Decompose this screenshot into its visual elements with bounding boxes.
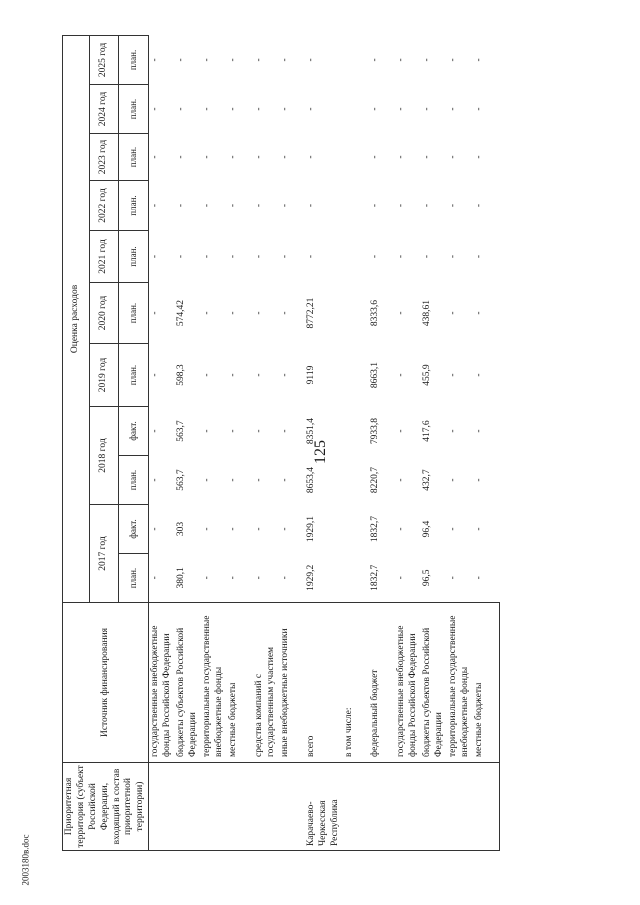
value-cell: 96,4	[421, 520, 432, 538]
value-cell: -	[369, 107, 380, 111]
value-cell: -	[306, 107, 317, 111]
value-cell: -	[369, 254, 380, 259]
source-cell: бюджеты субъектов Российской Федерации	[175, 603, 201, 763]
value-cell: -	[395, 373, 406, 377]
value-cell: 303	[176, 521, 187, 537]
source-cell: государственные внебюджетные фонды Российской Федерации	[149, 603, 176, 763]
value-cell: -	[395, 107, 406, 111]
header-plan: план.	[118, 181, 148, 231]
value-cell: 8220,7	[369, 466, 380, 494]
header-estimate: Оценка расходов	[63, 35, 90, 602]
value-cell: -	[306, 155, 317, 159]
value-cell: 8653,4	[306, 466, 317, 494]
source-cell: территориальные государственные внебюджетные фонды	[447, 603, 473, 763]
value-cell: 8772,21	[306, 297, 317, 329]
header-year-2022: 2022 год	[90, 181, 119, 231]
value-cell: -	[280, 373, 291, 377]
table-row	[175, 35, 201, 850]
value-cell: -	[202, 311, 213, 315]
value-cell: -	[306, 203, 317, 208]
territory-cell	[253, 763, 279, 851]
value-cell	[343, 85, 369, 134]
value-cell: -	[280, 107, 291, 111]
value-cell: 8351,4	[306, 417, 317, 445]
value-cell: -	[473, 203, 484, 208]
value-cell: -	[395, 429, 406, 433]
table-row	[305, 35, 343, 850]
source-cell: местные бюджеты	[227, 603, 253, 763]
expenditure-table	[62, 35, 500, 851]
header-year-2023: 2023 год	[90, 134, 119, 181]
value-cell: -	[369, 58, 380, 62]
value-cell: -	[176, 58, 187, 62]
value-cell: -	[280, 527, 291, 531]
value-cell: -	[421, 58, 432, 62]
value-cell: -	[150, 478, 161, 482]
value-cell: -	[473, 373, 484, 377]
value-cell	[343, 456, 369, 505]
value-cell: 417,6	[421, 420, 432, 442]
value-cell: -	[369, 203, 380, 208]
value-cell: 432,7	[421, 469, 432, 491]
value-cell: -	[280, 576, 291, 580]
header-year-2020: 2020 год	[90, 283, 119, 344]
value-cell: -	[473, 254, 484, 259]
value-cell: -	[280, 311, 291, 315]
value-cell: -	[228, 527, 239, 531]
value-cell: 598,3	[176, 364, 187, 386]
value-cell: -	[395, 58, 406, 62]
header-plan: план.	[118, 456, 148, 505]
value-cell: -	[395, 203, 406, 208]
value-cell: -	[150, 311, 161, 315]
value-cell: -	[254, 527, 265, 531]
value-cell: -	[228, 254, 239, 259]
value-cell: 96,5	[421, 569, 432, 587]
territory-cell	[279, 763, 305, 851]
value-cell: -	[395, 311, 406, 315]
value-cell: -	[254, 576, 265, 580]
value-cell: -	[150, 527, 161, 531]
value-cell: -	[280, 58, 291, 62]
table-row	[227, 35, 253, 850]
table-row	[279, 35, 305, 850]
page-number: 125	[312, 440, 329, 464]
territory-cell	[369, 763, 395, 851]
value-cell: 8333,6	[369, 299, 380, 327]
territory-cell	[201, 763, 227, 851]
source-cell: местные бюджеты	[473, 603, 500, 763]
value-cell	[343, 283, 369, 344]
header-year-2021: 2021 год	[90, 231, 119, 283]
territory-cell	[227, 763, 253, 851]
value-cell: -	[395, 527, 406, 531]
value-cell: -	[176, 107, 187, 111]
source-cell: государственные внебюджетные фонды Российской Федерации	[395, 603, 421, 763]
header-fact: факт.	[118, 407, 148, 456]
territory-cell	[175, 763, 201, 851]
value-cell: 380,1	[176, 567, 187, 589]
value-cell: -	[280, 254, 291, 259]
value-cell: -	[202, 373, 213, 377]
header-plan: план.	[118, 85, 148, 134]
value-cell: -	[202, 478, 213, 482]
table-body	[149, 35, 500, 850]
value-cell: -	[447, 576, 458, 580]
value-cell: 563,7	[176, 469, 187, 491]
value-cell	[343, 407, 369, 456]
value-cell: -	[254, 429, 265, 433]
value-cell: -	[228, 373, 239, 377]
value-cell: -	[421, 254, 432, 259]
value-cell: -	[447, 429, 458, 433]
value-cell: -	[254, 311, 265, 315]
value-cell	[343, 505, 369, 554]
value-cell: -	[228, 429, 239, 433]
header-year-2018: 2018 год	[90, 407, 119, 505]
header-source: Источник финансирования	[63, 603, 149, 763]
value-cell: -	[447, 254, 458, 259]
value-cell: -	[176, 155, 187, 159]
source-cell: всего	[305, 603, 343, 763]
value-cell: 9119	[306, 365, 317, 385]
value-cell: -	[202, 527, 213, 531]
table-row	[149, 35, 176, 850]
table-row	[253, 35, 279, 850]
value-cell: -	[202, 254, 213, 259]
header-year-2019: 2019 год	[90, 344, 119, 407]
territory-cell	[395, 763, 421, 851]
value-cell: -	[369, 155, 380, 159]
header-year-2025: 2025 год	[90, 35, 119, 84]
value-cell: -	[447, 107, 458, 111]
territory-cell	[343, 763, 369, 851]
value-cell: -	[150, 254, 161, 259]
value-cell: -	[254, 373, 265, 377]
value-cell: 8663,1	[369, 361, 380, 389]
value-cell: -	[202, 203, 213, 208]
table-row	[473, 35, 500, 850]
value-cell: -	[176, 203, 187, 208]
value-cell: -	[395, 576, 406, 580]
value-cell: -	[447, 203, 458, 208]
value-cell: -	[395, 155, 406, 159]
table-row	[447, 35, 473, 850]
value-cell: 1832,7	[369, 515, 380, 543]
value-cell: -	[150, 58, 161, 62]
territory-cell: Карачаево-Черкесская Республика	[305, 763, 343, 851]
value-cell: -	[280, 478, 291, 482]
header-plan: план.	[118, 554, 148, 603]
value-cell: -	[447, 373, 458, 377]
value-cell: -	[254, 478, 265, 482]
value-cell: -	[447, 478, 458, 482]
value-cell: -	[447, 311, 458, 315]
value-cell: -	[421, 203, 432, 208]
value-cell: -	[202, 576, 213, 580]
value-cell: -	[473, 155, 484, 159]
value-cell: -	[150, 203, 161, 208]
source-cell: бюджеты субъектов Российской Федерации	[421, 603, 447, 763]
value-cell: -	[473, 429, 484, 433]
value-cell: -	[228, 107, 239, 111]
value-cell: -	[202, 58, 213, 62]
value-cell: -	[473, 478, 484, 482]
value-cell: 1929,2	[306, 564, 317, 591]
header-year-2017: 2017 год	[90, 505, 119, 603]
value-cell	[343, 134, 369, 181]
value-cell: 7933,8	[369, 417, 380, 445]
value-cell: -	[254, 254, 265, 259]
value-cell: -	[280, 429, 291, 433]
table-row	[201, 35, 227, 850]
value-cell: -	[150, 373, 161, 377]
value-cell: -	[254, 58, 265, 62]
territory-cell	[447, 763, 473, 851]
value-cell: -	[202, 107, 213, 111]
value-cell: -	[473, 107, 484, 111]
value-cell: 1832,7	[369, 564, 380, 591]
value-cell: -	[473, 311, 484, 315]
document-filename	[18, 820, 32, 900]
value-cell: 455,9	[421, 364, 432, 386]
source-cell: в том числе:	[343, 603, 369, 763]
rotated-table	[62, 36, 622, 851]
header-plan: план.	[118, 231, 148, 283]
value-cell: -	[202, 429, 213, 433]
value-cell: -	[150, 429, 161, 433]
value-cell: -	[228, 576, 239, 580]
value-cell: -	[254, 155, 265, 159]
value-cell: -	[202, 155, 213, 159]
value-cell	[343, 554, 369, 603]
source-cell: территориальные государственные внебюджетные фонды	[201, 603, 227, 763]
source-cell: средства компаний с государственным участием	[253, 603, 279, 763]
value-cell: -	[280, 203, 291, 208]
territory-cell	[421, 763, 447, 851]
value-cell: -	[395, 254, 406, 259]
table-row	[343, 35, 369, 850]
value-cell	[343, 344, 369, 407]
value-cell: 438,61	[421, 299, 432, 327]
value-cell: -	[176, 254, 187, 259]
value-cell: -	[306, 58, 317, 62]
value-cell: -	[228, 478, 239, 482]
value-cell: 563,7	[176, 420, 187, 442]
source-cell: федеральный бюджет	[369, 603, 395, 763]
table-row	[369, 35, 395, 850]
table-row	[421, 35, 447, 850]
source-cell: иные внебюджетные источники	[279, 603, 305, 763]
value-cell: -	[150, 155, 161, 159]
document-filename-text: 2003180в.doc	[20, 834, 30, 886]
value-cell	[343, 181, 369, 231]
table-container	[62, 36, 622, 851]
value-cell: -	[150, 576, 161, 580]
value-cell	[343, 231, 369, 283]
header-territory: Приоритетная территория (субъект Российской Федерации, входящий в состав приоритетной территории)	[63, 763, 149, 851]
value-cell: -	[395, 478, 406, 482]
value-cell: -	[228, 155, 239, 159]
value-cell: -	[473, 576, 484, 580]
value-cell: -	[447, 58, 458, 62]
value-cell: -	[228, 58, 239, 62]
header-plan: план.	[118, 283, 148, 344]
value-cell: -	[254, 203, 265, 208]
value-cell: -	[473, 527, 484, 531]
value-cell: -	[447, 155, 458, 159]
value-cell: -	[306, 254, 317, 259]
value-cell: 1929,1	[306, 515, 317, 543]
header-fact: факт.	[118, 505, 148, 554]
value-cell: -	[150, 107, 161, 111]
value-cell: -	[447, 527, 458, 531]
value-cell: -	[421, 155, 432, 159]
table-row	[395, 35, 421, 850]
value-cell: -	[421, 107, 432, 111]
header-plan: план.	[118, 344, 148, 407]
value-cell: -	[228, 203, 239, 208]
header-plan: план.	[118, 35, 148, 84]
header-year-2024: 2024 год	[90, 85, 119, 134]
value-cell: -	[280, 155, 291, 159]
value-cell: -	[473, 58, 484, 62]
value-cell: 574,42	[176, 299, 187, 327]
header-plan: план.	[118, 134, 148, 181]
value-cell: -	[228, 311, 239, 315]
territory-cell	[149, 763, 176, 851]
value-cell	[343, 35, 369, 84]
territory-cell	[473, 763, 500, 851]
value-cell: -	[254, 107, 265, 111]
